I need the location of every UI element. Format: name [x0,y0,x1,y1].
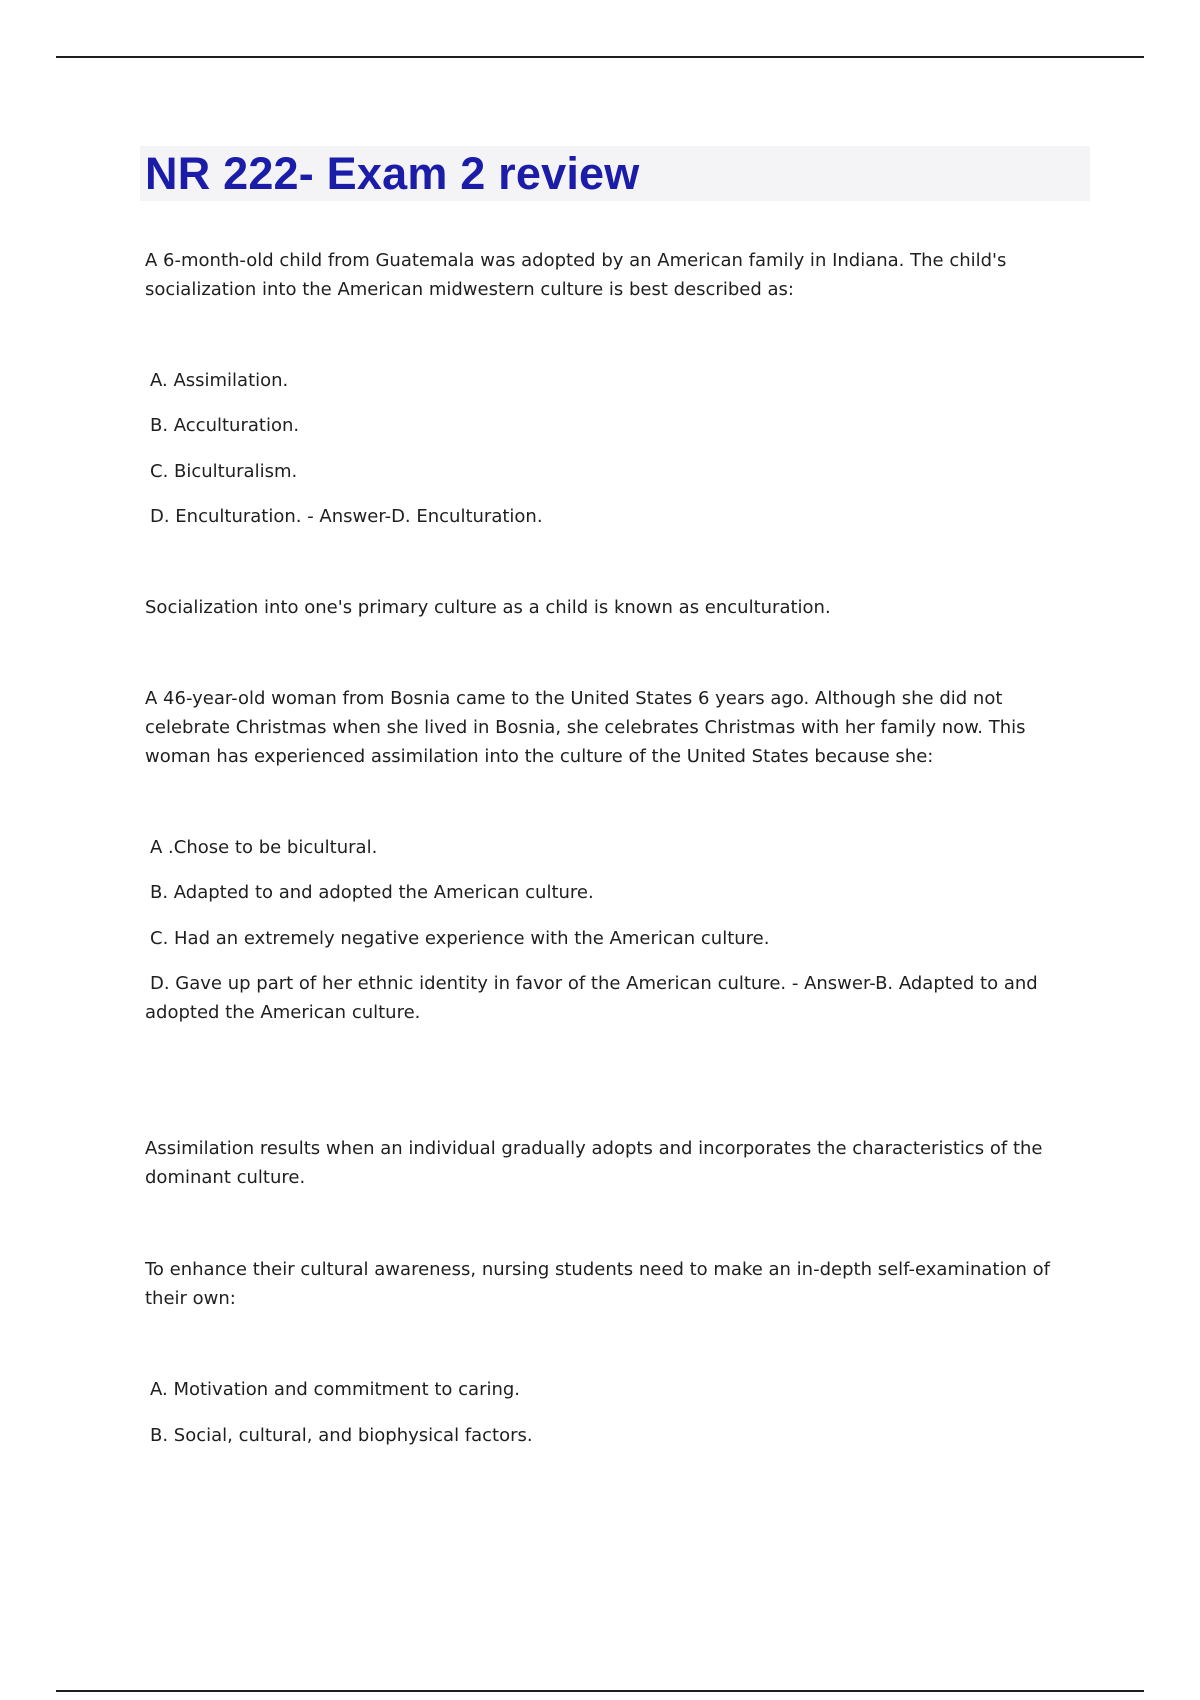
question-2-rationale: Assimilation results when an individual gradually adopts and incorporates the characteristics of the dominant culture. [145,1138,1043,1188]
question-3-option-a: A. Motivation and commitment to caring. [150,1379,521,1400]
question-3-option-b: B. Social, cultural, and biophysical factors. [150,1425,533,1446]
question-2-option-b: B. Adapted to and adopted the American culture. [150,882,594,903]
question-2-option-a: A .Chose to be bicultural. [150,837,378,858]
question-1-stem: A 6-month-old child from Guatemala was adopted by an American family in Indiana. The child's socialization into the American midwestern culture is best described as: [145,250,1007,300]
bottom-rule [56,1690,1144,1692]
question-1-option-a: A. Assimilation. [150,370,289,391]
question-1-option-b: B. Acculturation. [150,415,300,436]
question-2-stem: A 46-year-old woman from Bosnia came to the United States 6 years ago. Although she did not celebrate Christmas when she lived in Bosnia, she celebrates Christmas with her family now. This woman has experienced assimilation into the culture of the United States because she: [145,688,1026,767]
question-3-stem: To enhance their cultural awareness, nursing students need to make an in-depth self-examination of their own: [145,1259,1050,1309]
question-2-option-d: D. Gave up part of her ethnic identity in favor of the American culture. - Answer-B. Adapted to and adopted the American culture. [145,973,1038,1023]
question-1-option-c: C. Biculturalism. [150,461,298,482]
question-1-rationale: Socialization into one's primary culture as a child is known as enculturation. [145,597,831,618]
page-title: NR 222- Exam 2 review [145,148,640,199]
question-2-option-c: C. Had an extremely negative experience with the American culture. [150,928,770,949]
top-rule [56,56,1144,58]
question-1-option-d: D. Enculturation. - Answer-D. Enculturation. [150,506,543,527]
